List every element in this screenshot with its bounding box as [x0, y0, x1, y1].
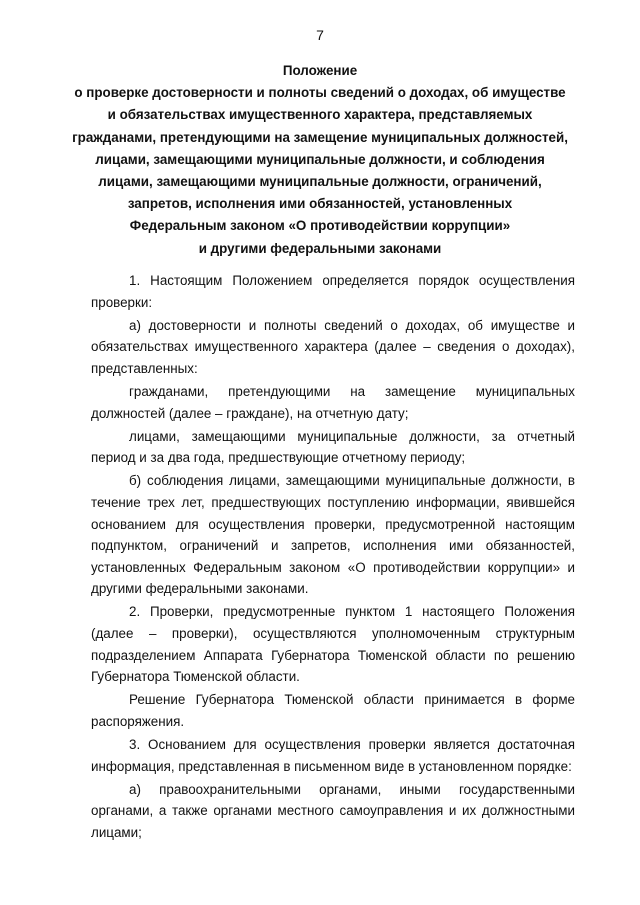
page-number: 7 [316, 27, 324, 43]
paragraph-clause-1: 1. Настоящим Положением определяется порядок осуществления проверки: [91, 273, 575, 310]
paragraph-subclause-a: а) достоверности и полноты сведений о доходах, об имуществе и обязательствах имущественного характера (далее – сведения о доходах), представленных: [91, 317, 575, 376]
paragraph-citizens: гражданами, претендующими на замещение муниципальных должностей (далее – граждане), на отчетную дату; [91, 383, 575, 421]
paragraph-clause-3: 3. Основанием для осуществления проверки является достаточная информация, представленная в письменном виде в установленном порядке: [91, 736, 575, 774]
document-body [91, 270, 575, 843]
title-line: и другими федеральными законами [198, 240, 442, 256]
title-heading: Положение [282, 63, 358, 78]
title-line: о проверке достоверности и полноты сведений о доходах, об имуществе [74, 85, 566, 101]
title-line: лицами, замещающими муниципальные должности, и соблюдения [95, 151, 545, 167]
document-title [70, 60, 570, 260]
paragraph-clause-3a: а) правоохранительными органами, иными государственными органами, а также органами местного самоуправления и их должностными лицами; [91, 781, 575, 840]
title-line: гражданами, претендующими на замещение муниципальных должностей, [72, 129, 568, 145]
title-line: и обязательствах имущественного характера, представляемых [107, 107, 533, 123]
paragraph-subclause-b: б) соблюдения лицами, замещающими муниципальные должности, в течение трех лет, предшествующих поступлению информации, явившейся основанием для осуществления проверки, предусмотренной настоящим подпунктом, ограничений и запретов, исполнения ими обязанностей, установленных Федеральным законом «О противодействии коррупции» и другими федеральными законами. [91, 473, 575, 597]
title-line: Федеральным законом «О противодействии коррупции» [129, 218, 511, 234]
paragraph-decision: Решение Губернатора Тюменской области принимается в форме распоряжения. [91, 692, 575, 729]
title-line: запретов, исполнения ими обязанностей, установленных [127, 196, 513, 212]
title-line: лицами, замещающими муниципальные должности, ограничений, [98, 174, 542, 190]
paragraph-clause-2: 2. Проверки, предусмотренные пунктом 1 настоящего Положения (далее – проверки), осуществляются уполномоченным структурным подразделением Аппарата Губернатора Тюменской области по решению Губернатора Тюменской области. [91, 604, 575, 685]
paragraph-officials: лицами, замещающими муниципальные должности, за отчетный период и за два года, предшествующие отчетному периоду; [91, 428, 575, 466]
